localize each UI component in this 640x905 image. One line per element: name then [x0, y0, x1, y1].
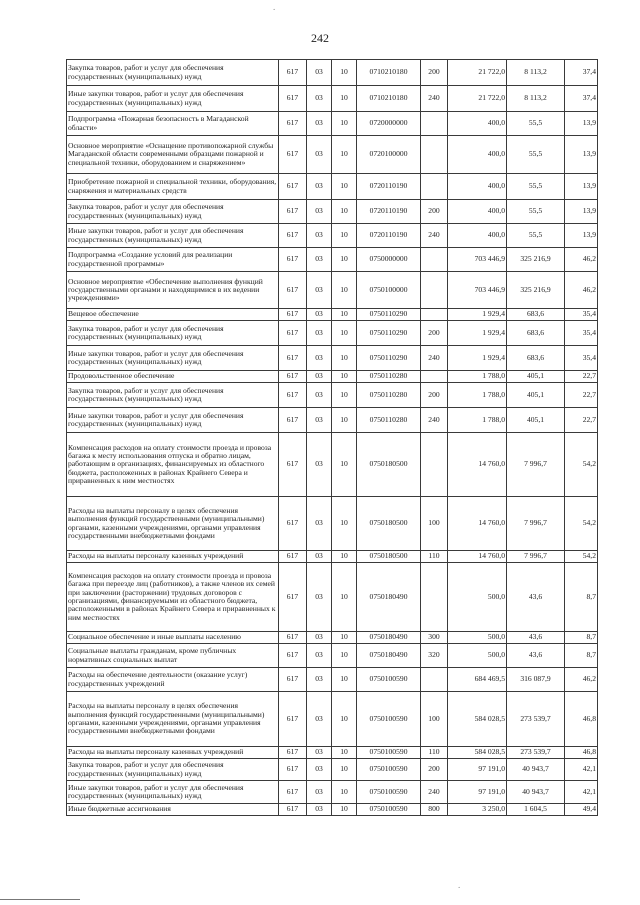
subsection-code: 10	[332, 224, 357, 248]
execution-percent: 49,4	[565, 804, 598, 816]
grbs-code: 617	[279, 321, 307, 346]
grbs-code: 617	[279, 668, 307, 692]
planned-amount: 1 929,4	[448, 321, 507, 346]
planned-amount: 97 191,0	[448, 759, 507, 781]
target-article: 0750180490	[357, 644, 421, 668]
table-row	[67, 86, 598, 112]
section-code: 03	[307, 551, 332, 563]
grbs-code: 617	[279, 781, 307, 804]
expense-type: 200	[421, 321, 448, 346]
executed-amount: 316 087,9	[507, 668, 565, 692]
footnote-rule	[0, 899, 80, 900]
section-code: 03	[307, 321, 332, 346]
grbs-code: 617	[279, 86, 307, 112]
row-name: Иные закупки товаров, работ и услуг для обеспечения государственных (муниципальных) нужд	[67, 346, 279, 371]
expense-type: 100	[421, 497, 448, 551]
execution-percent: 22,7	[565, 371, 598, 383]
executed-amount: 7 996,7	[507, 433, 565, 497]
grbs-code: 617	[279, 497, 307, 551]
subsection-code: 10	[332, 174, 357, 200]
grbs-code: 617	[279, 644, 307, 668]
expense-type	[421, 309, 448, 321]
planned-amount: 500,0	[448, 632, 507, 644]
executed-amount: 43,6	[507, 644, 565, 668]
executed-amount: 43,6	[507, 563, 565, 632]
execution-percent: 22,7	[565, 408, 598, 433]
target-article: 0750180490	[357, 632, 421, 644]
expense-type: 240	[421, 224, 448, 248]
grbs-code: 617	[279, 371, 307, 383]
target-article: 0750100590	[357, 759, 421, 781]
grbs-code: 617	[279, 632, 307, 644]
row-name: Подпрограмма «Пожарная безопасность в Магаданской области»	[67, 112, 279, 136]
planned-amount: 14 760,0	[448, 551, 507, 563]
section-code: 03	[307, 668, 332, 692]
expense-type: 300	[421, 632, 448, 644]
subsection-code: 10	[332, 632, 357, 644]
table-row	[67, 321, 598, 346]
row-name: Вещевое обеспечение	[67, 309, 279, 321]
executed-amount: 683,6	[507, 321, 565, 346]
expense-type: 110	[421, 551, 448, 563]
expense-type	[421, 668, 448, 692]
target-article: 0750180500	[357, 497, 421, 551]
target-article: 0710210180	[357, 60, 421, 86]
table-row	[67, 174, 598, 200]
table-row	[67, 563, 598, 632]
table-row	[67, 781, 598, 804]
executed-amount: 683,6	[507, 346, 565, 371]
section-code: 03	[307, 781, 332, 804]
executed-amount: 43,6	[507, 632, 565, 644]
subsection-code: 10	[332, 309, 357, 321]
section-code: 03	[307, 224, 332, 248]
subsection-code: 10	[332, 692, 357, 747]
execution-percent: 13,9	[565, 136, 598, 174]
grbs-code: 617	[279, 804, 307, 816]
expense-type: 320	[421, 644, 448, 668]
grbs-code: 617	[279, 563, 307, 632]
table-row	[67, 747, 598, 759]
grbs-code: 617	[279, 692, 307, 747]
expense-type: 200	[421, 383, 448, 408]
planned-amount: 400,0	[448, 174, 507, 200]
grbs-code: 617	[279, 433, 307, 497]
planned-amount: 584 028,5	[448, 747, 507, 759]
section-code: 03	[307, 86, 332, 112]
row-name: Расходы на выплаты персоналу в целях обеспечения выполнения функций государственными (муниципальными) органами, казенными учреждениями, органами управления государственными внебюджетными фондами	[67, 497, 279, 551]
expense-type	[421, 563, 448, 632]
row-name: Иные закупки товаров, работ и услуг для обеспечения государственных (муниципальных) нужд	[67, 408, 279, 433]
subsection-code: 10	[332, 804, 357, 816]
table-row	[67, 200, 598, 224]
section-code: 03	[307, 433, 332, 497]
target-article: 0720100000	[357, 136, 421, 174]
planned-amount: 400,0	[448, 224, 507, 248]
expense-type: 240	[421, 86, 448, 112]
row-name: Основное мероприятие «Оснащение противопожарной службы Магаданской области современными образцами пожарной и специальной техники, оборудованием и снаряжением»	[67, 136, 279, 174]
grbs-code: 617	[279, 248, 307, 272]
execution-percent: 46,2	[565, 668, 598, 692]
executed-amount: 683,6	[507, 309, 565, 321]
target-article: 0750110280	[357, 408, 421, 433]
executed-amount: 273 539,7	[507, 692, 565, 747]
subsection-code: 10	[332, 272, 357, 309]
grbs-code: 617	[279, 408, 307, 433]
row-name: Социальные выплаты гражданам, кроме публичных нормативных социальных выплат	[67, 644, 279, 668]
table-row	[67, 60, 598, 86]
grbs-code: 617	[279, 112, 307, 136]
executed-amount: 55,5	[507, 174, 565, 200]
grbs-code: 617	[279, 136, 307, 174]
grbs-code: 617	[279, 224, 307, 248]
executed-amount: 8 113,2	[507, 86, 565, 112]
table-row	[67, 759, 598, 781]
execution-percent: 54,2	[565, 433, 598, 497]
planned-amount: 14 760,0	[448, 433, 507, 497]
executed-amount: 40 943,7	[507, 759, 565, 781]
planned-amount: 21 722,0	[448, 60, 507, 86]
executed-amount: 405,1	[507, 408, 565, 433]
expense-type	[421, 136, 448, 174]
section-code: 03	[307, 759, 332, 781]
row-name: Иные закупки товаров, работ и услуг для обеспечения государственных (муниципальных) нужд	[67, 224, 279, 248]
executed-amount: 55,5	[507, 136, 565, 174]
subsection-code: 10	[332, 551, 357, 563]
executed-amount: 40 943,7	[507, 781, 565, 804]
row-name: Компенсация расходов на оплату стоимости проезда и провоза багажа при переезде лиц (работников), а также членов их семей при заключении (расторжении) трудовых договоров с организациями, финансируемыми из областного бюджета, расположенными в районах Крайнего Севера и приравненных к ним местностях	[67, 563, 279, 632]
row-name: Расходы на выплаты персоналу казенных учреждений	[67, 551, 279, 563]
grbs-code: 617	[279, 759, 307, 781]
table-row	[67, 497, 598, 551]
row-name: Подпрограмма «Создание условий для реализации государственной программы»	[67, 248, 279, 272]
target-article: 0750000000	[357, 248, 421, 272]
row-name: Иные бюджетные ассигнования	[67, 804, 279, 816]
execution-percent: 8,7	[565, 632, 598, 644]
table-row	[67, 346, 598, 371]
executed-amount: 7 996,7	[507, 551, 565, 563]
target-article: 0750100590	[357, 781, 421, 804]
execution-percent: 35,4	[565, 321, 598, 346]
target-article: 0750110280	[357, 371, 421, 383]
target-article: 0750100590	[357, 692, 421, 747]
row-name: Расходы на обеспечение деятельности (оказание услуг) государственных учреждений	[67, 668, 279, 692]
planned-amount: 97 191,0	[448, 781, 507, 804]
execution-percent: 42,1	[565, 781, 598, 804]
grbs-code: 617	[279, 309, 307, 321]
table-row	[67, 136, 598, 174]
planned-amount: 500,0	[448, 563, 507, 632]
table-row	[67, 309, 598, 321]
subsection-code: 10	[332, 60, 357, 86]
execution-percent: 46,8	[565, 692, 598, 747]
planned-amount: 400,0	[448, 112, 507, 136]
scan-mark: .	[273, 2, 276, 12]
grbs-code: 617	[279, 60, 307, 86]
expense-type	[421, 112, 448, 136]
planned-amount: 500,0	[448, 644, 507, 668]
subsection-code: 10	[332, 497, 357, 551]
row-name: Закупка товаров, работ и услуг для обеспечения государственных (муниципальных) нужд	[67, 383, 279, 408]
execution-percent: 35,4	[565, 309, 598, 321]
planned-amount: 703 446,9	[448, 272, 507, 309]
table-row	[67, 551, 598, 563]
subsection-code: 10	[332, 200, 357, 224]
table-row	[67, 632, 598, 644]
grbs-code: 617	[279, 346, 307, 371]
execution-percent: 35,4	[565, 346, 598, 371]
expense-type: 240	[421, 408, 448, 433]
row-name: Расходы на выплаты персоналу казенных учреждений	[67, 747, 279, 759]
expense-type: 240	[421, 346, 448, 371]
table-row	[67, 272, 598, 309]
execution-percent: 37,4	[565, 86, 598, 112]
subsection-code: 10	[332, 408, 357, 433]
planned-amount: 21 722,0	[448, 86, 507, 112]
section-code: 03	[307, 371, 332, 383]
expense-type: 100	[421, 692, 448, 747]
target-article: 0750180500	[357, 551, 421, 563]
execution-percent: 54,2	[565, 497, 598, 551]
execution-percent: 37,4	[565, 60, 598, 86]
row-name: Основное мероприятие «Обеспечение выполнения функций государственными органами и находящимися в их ведении учреждениями»	[67, 272, 279, 309]
target-article: 0750180500	[357, 433, 421, 497]
subsection-code: 10	[332, 248, 357, 272]
row-name: Расходы на выплаты персоналу в целях обеспечения выполнения функций государственными (муниципальными) органами, казенными учреждениями, органами управления государственными внебюджетными фондами	[67, 692, 279, 747]
table-row	[67, 433, 598, 497]
target-article: 0720110190	[357, 174, 421, 200]
table-body	[67, 60, 598, 816]
budget-table	[66, 59, 598, 816]
expense-type: 240	[421, 781, 448, 804]
subsection-code: 10	[332, 668, 357, 692]
grbs-code: 617	[279, 747, 307, 759]
table-row	[67, 644, 598, 668]
grbs-code: 617	[279, 174, 307, 200]
section-code: 03	[307, 632, 332, 644]
execution-percent: 46,8	[565, 747, 598, 759]
table-row	[67, 804, 598, 816]
section-code: 03	[307, 309, 332, 321]
row-name: Закупка товаров, работ и услуг для обеспечения государственных (муниципальных) нужд	[67, 321, 279, 346]
target-article: 0750100590	[357, 747, 421, 759]
target-article: 0710210180	[357, 86, 421, 112]
table-row	[67, 248, 598, 272]
planned-amount: 1 788,0	[448, 371, 507, 383]
subsection-code: 10	[332, 136, 357, 174]
executed-amount: 325 216,9	[507, 248, 565, 272]
subsection-code: 10	[332, 371, 357, 383]
planned-amount: 1 788,0	[448, 408, 507, 433]
planned-amount: 1 929,4	[448, 346, 507, 371]
row-name: Иные закупки товаров, работ и услуг для обеспечения государственных (муниципальных) нужд	[67, 781, 279, 804]
grbs-code: 617	[279, 200, 307, 224]
expense-type	[421, 248, 448, 272]
grbs-code: 617	[279, 383, 307, 408]
row-name: Закупка товаров, работ и услуг для обеспечения государственных (муниципальных) нужд	[67, 200, 279, 224]
section-code: 03	[307, 200, 332, 224]
expense-type: 200	[421, 759, 448, 781]
expense-type: 110	[421, 747, 448, 759]
row-name: Компенсация расходов на оплату стоимости проезда и провоза багажа к месту использования отпуска и обратно лицам, работающим в организациях, финансируемых из областного бюджета, расположенных в районах Крайнего Севера и приравненных к ним местностях	[67, 433, 279, 497]
section-code: 03	[307, 804, 332, 816]
planned-amount: 684 469,5	[448, 668, 507, 692]
expense-type	[421, 371, 448, 383]
section-code: 03	[307, 136, 332, 174]
planned-amount: 400,0	[448, 200, 507, 224]
planned-amount: 584 028,5	[448, 692, 507, 747]
section-code: 03	[307, 644, 332, 668]
target-article: 0720000000	[357, 112, 421, 136]
target-article: 0750110290	[357, 321, 421, 346]
row-name: Закупка товаров, работ и услуг для обеспечения государственных (муниципальных) нужд	[67, 60, 279, 86]
execution-percent: 13,9	[565, 112, 598, 136]
executed-amount: 405,1	[507, 371, 565, 383]
table-row	[67, 383, 598, 408]
execution-percent: 13,9	[565, 200, 598, 224]
executed-amount: 8 113,2	[507, 60, 565, 86]
subsection-code: 10	[332, 383, 357, 408]
planned-amount: 703 446,9	[448, 248, 507, 272]
subsection-code: 10	[332, 346, 357, 371]
planned-amount: 3 250,0	[448, 804, 507, 816]
execution-percent: 46,2	[565, 272, 598, 309]
target-article: 0750100000	[357, 272, 421, 309]
table-row	[67, 408, 598, 433]
executed-amount: 325 216,9	[507, 272, 565, 309]
executed-amount: 7 996,7	[507, 497, 565, 551]
execution-percent: 22,7	[565, 383, 598, 408]
target-article: 0750110280	[357, 383, 421, 408]
executed-amount: 405,1	[507, 383, 565, 408]
execution-percent: 46,2	[565, 248, 598, 272]
section-code: 03	[307, 60, 332, 86]
subsection-code: 10	[332, 433, 357, 497]
table-row	[67, 112, 598, 136]
expense-type: 200	[421, 60, 448, 86]
grbs-code: 617	[279, 551, 307, 563]
row-name: Иные закупки товаров, работ и услуг для обеспечения государственных (муниципальных) нужд	[67, 86, 279, 112]
execution-percent: 13,9	[565, 224, 598, 248]
planned-amount: 1 788,0	[448, 383, 507, 408]
expense-type	[421, 174, 448, 200]
row-name: Закупка товаров, работ и услуг для обеспечения государственных (муниципальных) нужд	[67, 759, 279, 781]
execution-percent: 8,7	[565, 644, 598, 668]
section-code: 03	[307, 272, 332, 309]
target-article: 0750100590	[357, 804, 421, 816]
section-code: 03	[307, 112, 332, 136]
section-code: 03	[307, 692, 332, 747]
execution-percent: 13,9	[565, 174, 598, 200]
section-code: 03	[307, 408, 332, 433]
target-article: 0750100590	[357, 668, 421, 692]
row-name: Продовольственное обеспечение	[67, 371, 279, 383]
expense-type	[421, 433, 448, 497]
planned-amount: 1 929,4	[448, 309, 507, 321]
execution-percent: 8,7	[565, 563, 598, 632]
planned-amount: 14 760,0	[448, 497, 507, 551]
target-article: 0720110190	[357, 224, 421, 248]
table-row	[67, 224, 598, 248]
subsection-code: 10	[332, 781, 357, 804]
grbs-code: 617	[279, 272, 307, 309]
subsection-code: 10	[332, 86, 357, 112]
table-row	[67, 668, 598, 692]
section-code: 03	[307, 497, 332, 551]
row-name: Социальное обеспечение и иные выплаты населению	[67, 632, 279, 644]
target-article: 0750110290	[357, 309, 421, 321]
executed-amount: 55,5	[507, 200, 565, 224]
scan-mark: .	[458, 880, 461, 890]
executed-amount: 55,5	[507, 112, 565, 136]
target-article: 0750180490	[357, 563, 421, 632]
section-code: 03	[307, 174, 332, 200]
table-row	[67, 371, 598, 383]
page-number: 242	[311, 31, 329, 45]
subsection-code: 10	[332, 563, 357, 632]
section-code: 03	[307, 563, 332, 632]
section-code: 03	[307, 248, 332, 272]
planned-amount: 400,0	[448, 136, 507, 174]
expense-type	[421, 272, 448, 309]
subsection-code: 10	[332, 112, 357, 136]
row-name: Приобретение пожарной и специальной техники, оборудования, снаряжения и материальных средств	[67, 174, 279, 200]
subsection-code: 10	[332, 759, 357, 781]
section-code: 03	[307, 747, 332, 759]
section-code: 03	[307, 346, 332, 371]
subsection-code: 10	[332, 321, 357, 346]
section-code: 03	[307, 383, 332, 408]
executed-amount: 55,5	[507, 224, 565, 248]
target-article: 0750110290	[357, 346, 421, 371]
executed-amount: 1 604,5	[507, 804, 565, 816]
target-article: 0720110190	[357, 200, 421, 224]
execution-percent: 54,2	[565, 551, 598, 563]
executed-amount: 273 539,7	[507, 747, 565, 759]
expense-type: 800	[421, 804, 448, 816]
subsection-code: 10	[332, 747, 357, 759]
execution-percent: 42,1	[565, 759, 598, 781]
expense-type: 200	[421, 200, 448, 224]
table-row	[67, 692, 598, 747]
subsection-code: 10	[332, 644, 357, 668]
